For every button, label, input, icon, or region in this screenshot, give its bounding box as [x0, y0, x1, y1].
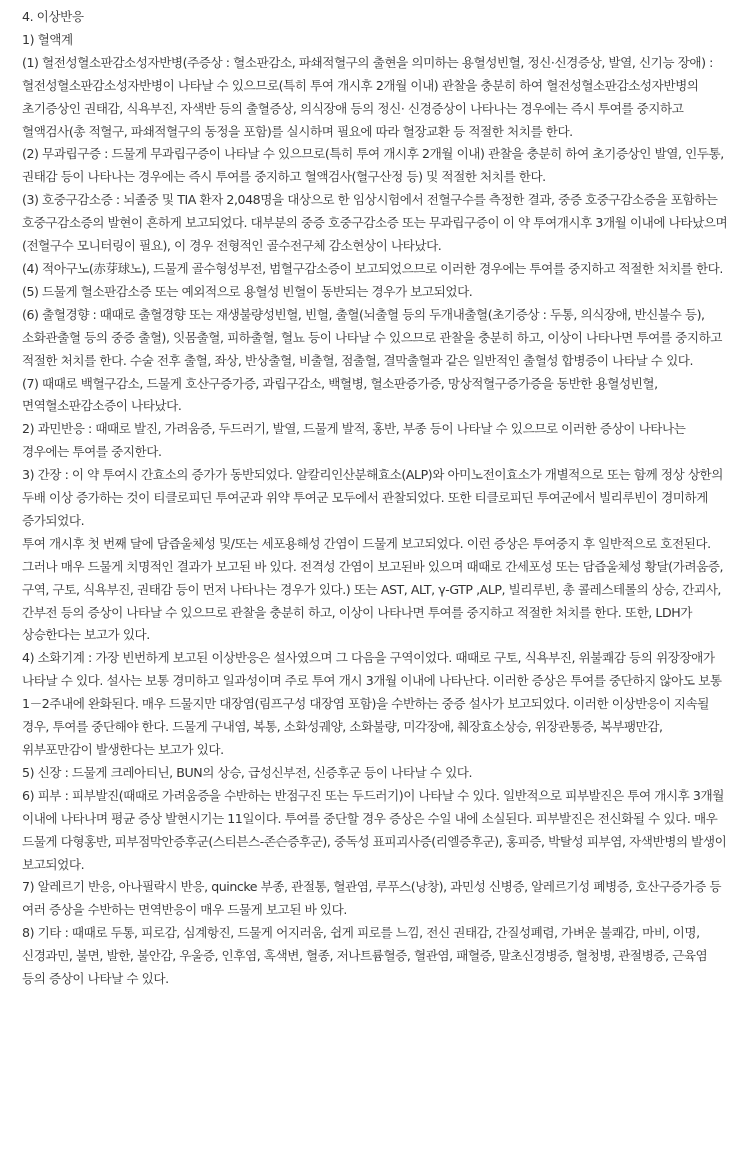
paragraph-neutropenia: (3) 호중구감소증 : 뇌졸중 및 TIA 환자 2,048명을 대상으로 한 임상시험에서 전혈구수를 측정한 결과, 중증 호중구감소증을 포함하는 호중구감소증의 발현이 흔하게 보고되었다. 대부분의 중증 호중구감소증 또는 무과립구증이 이 약 투여개시후 3개월 이내에 나타났으며(전혈구수 모니터링이 필요), 이 경우 전형적인 골수전구체 감소현상이 나타났다.: [22, 192, 728, 254]
paragraph-other: 8) 기타 : 때때로 두통, 피로감, 심계항진, 드물게 어지러움, 쉽게 피로를 느낌, 전신 권태감, 간질성폐렴, 가벼운 불쾌감, 마비, 이명, 신경과민, 불면, 발한, 불안감, 우울증, 인후염, 혹색변, 혈종, 저나트륨혈증, 혈관염, 패혈증, 말초신경병증, 혈청병, 관절병증, 근육염 등의 증상이 나타날 수 있다.: [22, 925, 708, 987]
paragraph-digestive: 4) 소화기계 : 가장 빈번하게 보고된 이상반응은 설사였으며 그 다음을 구역이었다. 때때로 구토, 식욕부진, 위불쾌감 등의 위장장애가 나타날 수 있다. 설사는 보통 경미하고 일과성이며 주로 투여 개시 3개월 이내에 나타난다. 이러한 증상은 투여를 중단하지 않아도 보통 1－2주내에 완화된다. 매우 드물지만 대장염(림프구성 대장염 포함)을 수반하는 중증 설사가 보고되었다. 이러한 이상반응이 지속될 경우, 투여를 중단해야 한다. 드물게 구내염, 복통, 소화성궤양, 소화불량, 미각장애, 췌장효소상승, 위장관통증, 복부팽만감, 위부포만감이 발생한다는 보고가 있다.: [22, 650, 722, 757]
paragraph-ttp: (1) 혈전성혈소판감소성자반병(주증상 : 혈소판감소, 파쇄적혈구의 출현을 의미하는 용혈성빈혈, 정신·신경증상, 발열, 신기능 장애) : 혈전성혈소판감소성자반병이 나타날 수 있으므로(특히 투여 개시후 2개월 이내) 관찰을 충분히 하여 혈전성혈소판감소성자반병의 초기증상인 권태감, 식욕부진, 자색반 등의 출혈증상, 의식장애 등의 정신· 신경증상이 나타나는 경우에는 즉시 투여를 중지하고 혈액검사(총 적혈구, 파쇄적혈구의 동정을 포함)를 실시하며 필요에 따라 혈장교환 등 적절한 처치를 한다.: [22, 54, 713, 139]
paragraph-bleeding: (6) 출혈경향 : 때때로 출혈경향 또는 재생불량성빈혈, 빈혈, 출혈(뇌출혈 등의 두개내출혈(초기증상 : 두통, 의식장애, 반신불수 등), 소화관출혈 등의 중증 출혈), 잇몸출혈, 피하출혈, 혈뇨 등이 나타날 수 있으므로 관찰을 충분히 하고, 이상이 나타나면 투여를 중지하고 적절한 처치를 한다. 수술 전후 출혈, 좌상, 반상출혈, 비출혈, 점출혈, 결막출혈과 같은 일반적인 출혈성 합병증이 나타날 수 있다.: [22, 306, 723, 368]
paragraph-hypersensitivity: 2) 과민반응 : 때때로 발진, 가려움증, 두드러기, 발열, 드물게 발적, 홍반, 부종 등이 나타날 수 있으므로 이러한 증상이 나타나는 경우에는 투여를 중지한다.: [22, 421, 686, 460]
paragraph-leukopenia: (7) 때때로 백혈구감소, 드물게 호산구증가증, 과립구감소, 백혈병, 혈소판증가증, 망상적혈구증가증을 동반한 용혈성빈혈, 면역혈소판감소증이 나타났다.: [22, 375, 658, 414]
paragraph-skin: 6) 피부 : 피부발진(때때로 가려움증을 수반하는 반점구진 또는 두드러기)이 나타날 수 있다. 일반적으로 피부발진은 투여 개시후 3개월 이내에 나타나며 평균 증상 발현시기는 11일이다. 투여를 중단할 경우 증상은 수일 내에 소실된다. 피부발진은 전신화될 수 있다. 매우 드물게 다형홍반, 피부점막안증후군(스티븐스-존슨증후군), 중독성 표피괴사증(리엘증후군), 홍피증, 박탈성 피부염, 자색반병의 발생이 보고되었다.: [22, 787, 727, 872]
paragraph-allergy: 7) 알레르기 반응, 아나필락시 반응, quincke 부종, 관절통, 혈관염, 루푸스(낭창), 과민성 신병증, 알레르기성 폐병증, 호산구증가증 등 여러 증상을 수반하는 면역반응이 매우 드물게 보고된 바 있다.: [22, 879, 722, 918]
section-heading: 4. 이상반응: [22, 9, 84, 24]
paragraph-liver: 3) 간장 : 이 약 투여시 간효소의 증가가 동반되었다. 알칼리인산분해효소(ALP)와 아미노전이효소가 개별적으로 또는 함께 정상 상한의 두배 이상 증가하는 것이 티클로피딘 투여군과 위약 투여군 모두에서 관찰되었다. 또한 티클로피딘 투여군에서 빌리루빈이 경미하게 증가되었다.: [22, 467, 723, 528]
paragraph-thrombocytopenia: (5) 드물게 혈소판감소증 또는 예외적으로 용혈성 빈혈이 동반되는 경우가 보고되었다.: [22, 283, 473, 299]
paragraph-agranulocytosis: (2) 무과립구증 : 드물게 무과립구증이 나타날 수 있으므로(특히 투여 개시후 2개월 이내) 관찰을 충분히 하여 초기증상인 발열, 인두통, 권태감 등이 나타나는 경우에는 즉시 투여를 중지하고 혈액검사(혈구산정 등) 및 적절한 처치를 한다.: [22, 146, 724, 185]
paragraph-hepatitis: 투여 개시후 첫 번째 달에 담즙울체성 및/또는 세포용해성 간염이 드물게 보고되었다. 이런 증상은 투여중지 후 일반적으로 호전된다. 그러나 매우 드물게 치명적인 결과가 보고된 바 있다. 전격성 간염이 보고된바 있으며 때때로 간세포성 또는 담즙울체성 황달(가려움증, 구역, 구토, 식욕부진, 권태감 등이 먼저 나타나는 경우가 있다.) 또는 AST, ALT, γ-GTP ,ALP, 빌리루빈, 총 콜레스테롤의 상승, 간괴사, 간부전 등의 증상이 나타날 수 있으므로 관찰을 충분히 하고, 이상이 나타나면 투여를 중지하고 적절한 처치를 한다. 또한, LDH가 상승한다는 보고가 있다.: [22, 535, 724, 643]
subsection-heading-hematologic: 1) 혈액계: [22, 31, 73, 47]
paragraph-aplasia: (4) 적아구노(赤芽球노), 드물게 골수형성부전, 범혈구감소증이 보고되었으므로 이러한 경우에는 투여를 중지하고 적절한 처치를 한다.: [22, 260, 723, 276]
paragraph-kidney: 5) 신장 : 드물게 크레아티닌, BUN의 상승, 급성신부전, 신증후군 등이 나타날 수 있다.: [22, 764, 473, 780]
